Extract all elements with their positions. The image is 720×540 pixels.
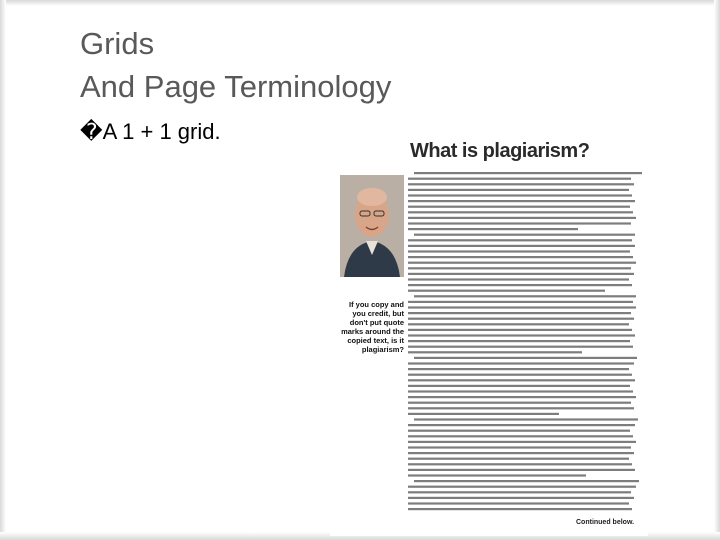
body-text-line [414,172,642,174]
body-text-line [408,379,635,381]
body-text-line [408,228,578,230]
pull-quote-line: don't put quote [349,318,404,327]
body-text-line [408,323,629,325]
body-text-line [408,306,636,308]
body-text-line [408,497,634,499]
body-text-line [408,424,635,426]
body-text-line [408,245,635,247]
body-text-line [408,290,605,292]
body-text-line [408,396,636,398]
body-text-line [408,441,636,443]
pull-quote-line: copied text, is it [347,336,404,345]
slide-title [80,22,391,108]
body-text-line [408,452,634,454]
body-text-line [408,435,633,437]
body-text-line [408,351,582,353]
pull-quote-line: If you copy and [348,300,404,309]
body-text-line [408,312,631,314]
body-text-line [408,250,630,252]
body-text-line [414,480,639,482]
body-text-line [408,486,636,488]
body-text-line [408,458,629,460]
body-text-line [408,491,631,493]
body-text-line [408,502,629,504]
body-text-line [408,430,630,432]
pull-quote [340,300,404,354]
body-text-line [408,469,635,471]
body-text-line [408,368,629,370]
body-text-line [408,346,633,348]
body-text-line [408,318,634,320]
body-text-line [414,234,635,236]
body-text-line [414,295,636,297]
body-text-line [414,418,638,420]
body-text-line [408,273,634,275]
body-text-line [408,211,633,213]
article-title: What is plagiarism? [410,140,590,162]
body-text-line [408,183,634,185]
body-text-line [408,508,632,510]
portrait-image [340,175,404,277]
body-text-line [408,402,631,404]
pull-quote-line: you credit, but [352,309,404,318]
body-text-line [408,413,559,415]
body-text-line [408,329,632,331]
body-text-line [408,474,586,476]
body-text-line [408,446,631,448]
body-text-line [408,256,633,258]
article-page-image [330,130,648,536]
body-text-line [408,390,633,392]
body-text-line [408,340,630,342]
body-text-line [408,262,636,264]
slide-border-left [0,0,6,540]
body-text-line [408,407,634,409]
body-text-line [408,385,630,387]
body-text-line [408,194,632,196]
body-text-line [408,267,631,269]
body-text-line [408,278,629,280]
bullet-glyph: � [80,119,103,144]
continued-label: Continued below. [576,519,635,526]
body-text-line [408,284,632,286]
body-text-line [408,362,634,364]
body-text-line [408,217,636,219]
author-photo [340,175,404,277]
body-text-line [408,206,630,208]
article-body-text [408,172,644,516]
slide-title-line-2: And Page Terminology [80,69,392,104]
body-text-line [408,239,632,241]
body-text-line [408,334,635,336]
body-text-line [408,463,632,465]
slide-border-right [714,0,720,540]
pull-quote-line: plagiarism? [361,345,404,354]
slide-border-top [0,0,720,6]
body-text-line [408,189,629,191]
bullet-text: A 1 + 1 grid. [102,119,221,144]
slide-title-line-1: Grids [80,26,155,61]
body-text-line [414,357,637,359]
body-text-line [408,222,631,224]
body-text-line [408,374,632,376]
body-text-line [408,200,635,202]
body-text-line [408,301,633,303]
bullet-item [80,118,221,146]
body-text-line [408,178,631,180]
pull-quote-line: marks around the [341,327,404,336]
